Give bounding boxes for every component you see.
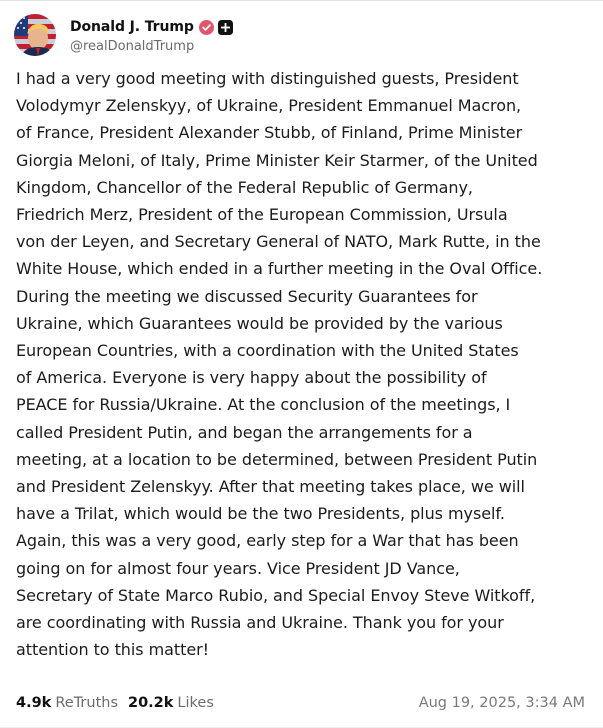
post-body-line: Kingdom, Chancellor of the Federal Republic of Germany, — [16, 177, 473, 197]
post-body-line: Giorgia Meloni, of Italy, Prime Minister Keir Starmer, of the United — [16, 150, 538, 170]
post-footer — [16, 692, 585, 714]
author-avatar[interactable] — [14, 14, 56, 56]
likes-count: 20.2k — [128, 695, 174, 711]
post-body-line: of France, President Alexander Stubb, of Finland, Prime Minister — [16, 123, 523, 143]
post-body-line: Ukraine, which Guarantees would be provided by the various — [16, 313, 503, 333]
post-body-line: of America. Everyone is very happy about the possibility of — [16, 368, 487, 388]
post-body-line: Friedrich Merz, President of the European Commission, Ursula — [16, 205, 508, 225]
author-identity — [70, 16, 233, 54]
post-body-line: and President Zelenskyy. After that meeting takes place, we will — [16, 477, 525, 497]
plus-badge-icon — [218, 20, 233, 35]
author-name-row — [70, 16, 233, 38]
retruths-count: 4.9k — [16, 695, 52, 711]
post-body-line: are coordinating with Russia and Ukraine. Thank you for your — [16, 613, 504, 633]
verified-badge-icon — [199, 20, 214, 35]
post-body-line: called President Putin, and began the arrangements for a — [16, 422, 473, 442]
post-timestamp[interactable]: Aug 19, 2025, 3:34 AM — [418, 695, 585, 711]
post-header — [14, 13, 233, 57]
likes-label: Likes — [177, 695, 214, 711]
post-body-line: During the meeting we discussed Security Guarantees for — [16, 286, 478, 306]
post-body — [16, 65, 588, 663]
post-body-line: European Countries, with a coordination with the United States — [16, 341, 519, 361]
post-body-line: I had a very good meeting with distinguished guests, President — [16, 69, 519, 88]
flag-portrait-avatar-icon — [14, 14, 56, 56]
author-display-name[interactable]: Donald J. Trump — [70, 19, 194, 35]
retruths-label: ReTruths — [55, 695, 118, 711]
post-body-line: have a Trilat, which would be the two Presidents, plus myself. — [16, 504, 505, 524]
post-body-line: Again, this was a very good, early step for a War that has been — [16, 531, 519, 551]
author-handle[interactable]: @realDonaldTrump — [70, 39, 195, 54]
likes-stat[interactable] — [128, 695, 214, 711]
post-body-line: von der Leyen, and Secretary General of NATO, Mark Rutte, in the — [16, 232, 541, 252]
post-body-line: Volodymyr Zelenskyy, of Ukraine, President Emmanuel Macron, — [16, 96, 522, 116]
post-body-line: attention to this matter! — [16, 640, 210, 660]
post-body-line: White House, which ended in a further meeting in the Oval Office. — [16, 259, 543, 279]
post-body-line: PEACE for Russia/Ukraine. At the conclusion of the meetings, I — [16, 395, 511, 415]
retruths-stat[interactable] — [16, 695, 118, 711]
post-body-line: meeting, at a location to be determined, between President Putin — [16, 449, 538, 469]
post-body-line: going on for almost four years. Vice President JD Vance, — [16, 558, 460, 578]
post-body-line: Secretary of State Marco Rubio, and Special Envoy Steve Witkoff, — [16, 585, 536, 605]
